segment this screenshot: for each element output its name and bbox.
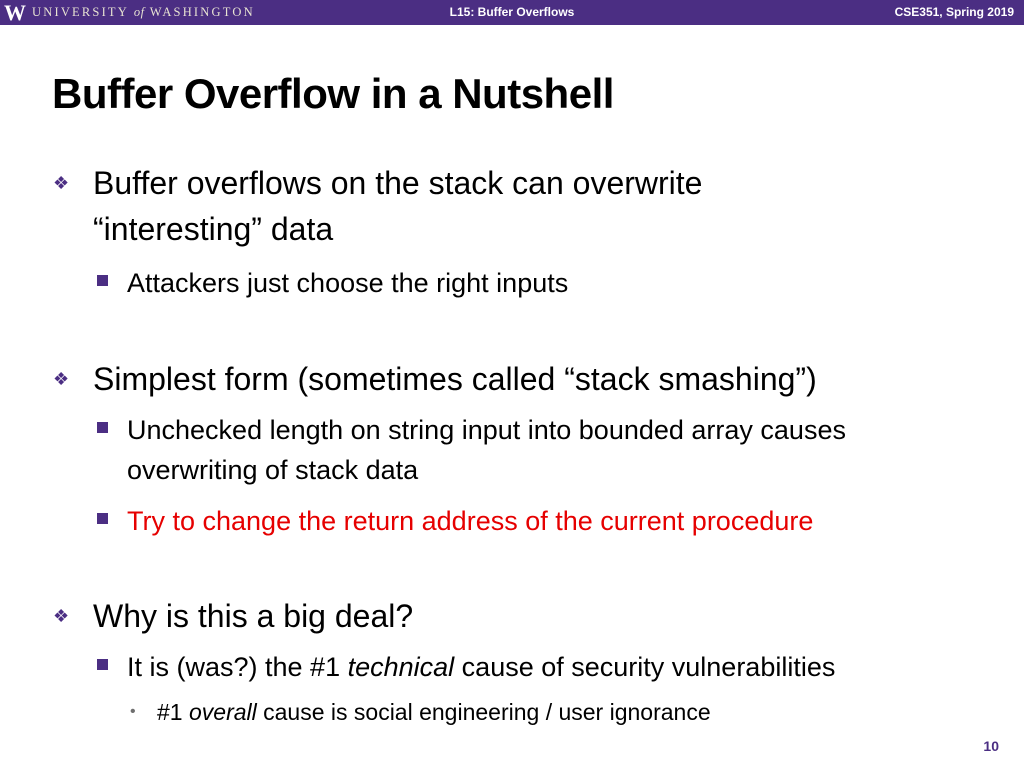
sub-bullet-text: Unchecked length on string input into bounded array causes (127, 415, 846, 445)
sub-sub-bullet-item (130, 695, 977, 729)
four-diamond-icon: ❖ (53, 369, 70, 389)
square-bullet-icon (97, 659, 108, 670)
bullet-text-line2: “interesting” data (93, 211, 334, 247)
bullet-text: Why is this a big deal? (93, 598, 414, 634)
sub-bullet-text: Try to change the return address of the current procedure (127, 506, 814, 536)
lecture-title: L15: Buffer Overflows (449, 5, 575, 19)
four-diamond-icon: ❖ (53, 173, 70, 193)
course-name: CSE351, Spring 2019 (894, 5, 1014, 19)
sub-bullet-text-after: cause of security vulnerabilities (454, 652, 836, 682)
sub-bullet-emphasis: technical (347, 652, 455, 682)
sub-sub-bullet-text-before: #1 (157, 699, 189, 725)
wordmark-suffix: WASHINGTON (149, 5, 255, 19)
sub-bullet-item (127, 410, 987, 490)
sub-bullet-text-before: It is (was?) the #1 (127, 652, 348, 682)
sub-sub-bullet-text-after: cause is social engineering / user ignorance (256, 699, 711, 725)
sub-bullet-item (127, 647, 987, 687)
bullet-text: Simplest form (sometimes called “stack smashing”) (93, 361, 817, 397)
sub-sub-bullet-emphasis: overall (188, 699, 257, 725)
sub-bullet-item (127, 263, 987, 303)
sub-bullet-text: Attackers just choose the right inputs (127, 268, 569, 298)
bullet-text: Buffer overflows on the stack can overwrite (93, 165, 703, 201)
page-number: 10 (983, 738, 999, 754)
bullet-item (53, 593, 973, 639)
square-bullet-icon (97, 513, 108, 524)
slide-title: Buffer Overflow in a Nutshell (52, 70, 614, 117)
four-diamond-icon: ❖ (53, 606, 70, 626)
sub-bullet-text-line2: overwriting of stack data (127, 455, 419, 485)
square-bullet-icon (97, 275, 108, 286)
uw-w-logo: W (4, 0, 26, 25)
bullet-item (53, 356, 973, 402)
bullet-item (53, 160, 973, 252)
square-bullet-icon (97, 422, 108, 433)
dot-bullet-icon: • (130, 703, 136, 720)
wordmark-prefix: UNIVERSITY (32, 5, 129, 19)
sub-bullet-item-highlighted (127, 501, 987, 541)
wordmark-of: of (133, 5, 145, 19)
header-bar (0, 0, 1024, 25)
